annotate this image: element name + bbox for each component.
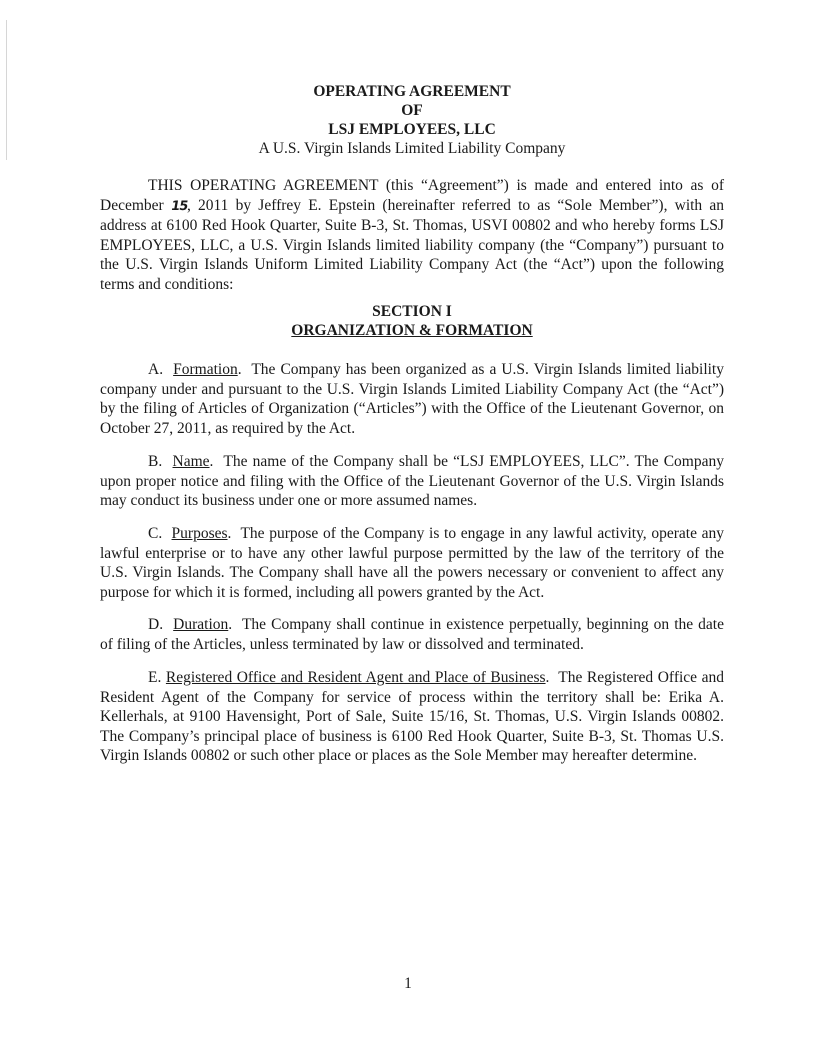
paragraph-text: The Company has been organized as a U.S. Virgin Islands limited liability company under and pursuant to the U.S. Virgin Islands Limited Liability Company Act (the “Act”) by the filing of Articles of Organization (“Articles”) with the Office of the Lieutenant Governor, on October 27, 2011, as required by the Act. (100, 361, 724, 437)
page-number: 1 (404, 975, 412, 992)
paragraph-text: The Company shall continue in existence perpetually, beginning on the date of filing of the Articles, unless terminated by law or dissolved and terminated. (100, 616, 724, 653)
title-line-3: LSJ EMPLOYEES, LLC (328, 121, 496, 138)
paragraph-duration: D. Duration. The Company shall continue in existence perpetually, beginning on the date of filing of the Articles, unless terminated by law or dissolved and terminated. (100, 616, 724, 653)
section-heading (100, 302, 724, 340)
paragraph-letter: E. (148, 669, 162, 686)
paragraph-formation: A. Formation. The Company has been organized as a U.S. Virgin Islands limited liability company under and pursuant to the U.S. Virgin Islands Limited Liability Company Act (the “Act”) by the filing of Articles of Organization (“Articles”) with the Office of the Lieutenant Governor, on October 27, 2011, as required by the Act. (100, 361, 724, 437)
subtitle: A U.S. Virgin Islands Limited Liability Company (258, 140, 566, 157)
paragraph-letter: B. (148, 453, 163, 470)
intro-paragraph (100, 176, 724, 294)
document-header (100, 82, 724, 158)
intro-text-start: THIS OPERATING AGREEMENT (this “Agreement”) is made and entered into as of December (100, 177, 724, 214)
section-number: SECTION I (372, 303, 452, 320)
paragraph-heading: Name (172, 453, 210, 470)
title-line-2: OF (401, 102, 423, 119)
paragraph-letter: D. (148, 616, 164, 633)
paragraph-name: B. Name. The name of the Company shall be “LSJ EMPLOYEES, LLC”. The Company upon proper notice and filing with the Office of the Lieutenant Governor of the U.S. Virgin Islands may conduct its business under one or more assumed names. (100, 453, 724, 509)
handwritten-day: 15 (169, 198, 189, 214)
intro-text-end: , 2011 by Jeffrey E. Epstein (hereinafter referred to as “Sole Member”), with an address at 6100 Red Hook Quarter, Suite B-3, St. Thomas, USVI 00802 and who hereby forms LSJ EMPLOYEES, LLC, a U.S. Virgin Islands limited liability company (the “Company”) pursuant to the U.S. Virgin Islands Uniform Limited Liability Company Act (the “Act”) upon the following terms and conditions: (100, 196, 724, 293)
paragraph-registered-office: E. Registered Office and Resident Agent and Place of Business. The Registered Office and Resident Agent of the Company for service of process within the territory shall be: Erika A. Kellerhals, at 9100 Havensight, Port of Sale, Suite 15/16, St. Thomas, U.S. Virgin Islands 00802. The Company’s principal place of business is 6100 Red Hook Quarter, Suite B-3, St. Thomas U.S. Virgin Islands 00802 or such other place or places as the Sole Member may hereafter determine. (100, 669, 724, 764)
paragraph-text: The Registered Office and Resident Agent of the Company for service of process within the territory shall be: Erika A. Kellerhals, at 9100 Havensight, Port of Sale, Suite 15/16, St. Thomas, U.S. Virgin Islands 00802. The Company’s principal place of business is 6100 Red Hook Quarter, Suite B-3, St. Thomas U.S. Virgin Islands 00802 or such other place or places as the Sole Member may hereafter determine. (100, 669, 724, 764)
paragraph-letter: C. (148, 525, 163, 542)
paragraph-heading: Duration (173, 616, 229, 633)
paragraph-heading: Purposes (171, 525, 228, 542)
paragraph-text: The name of the Company shall be “LSJ EMPLOYEES, LLC”. The Company upon proper notice and filing with the Office of the Lieutenant Governor of the U.S. Virgin Islands may conduct its business under one or more assumed names. (100, 453, 724, 509)
scan-edge-mark (6, 20, 7, 160)
paragraph-text: The purpose of the Company is to engage in any lawful activity, operate any lawful enterprise or to have any other lawful purpose permitted by the law of the territory of the U.S. Virgin Islands. The Company shall have all the powers necessary or convenient to affect any purpose for which it is formed, including all powers granted by the Act. (100, 525, 724, 601)
paragraph-heading: Formation (173, 361, 238, 378)
paragraph-purposes: C. Purposes. The purpose of the Company is to engage in any lawful activity, operate any lawful enterprise or to have any other lawful purpose permitted by the law of the territory of the U.S. Virgin Islands. The Company shall have all the powers necessary or convenient to affect any purpose for which it is formed, including all powers granted by the Act. (100, 525, 724, 601)
title-line-1: OPERATING AGREEMENT (313, 83, 511, 100)
paragraph-letter: A. (148, 361, 164, 378)
paragraph-heading: Registered Office and Resident Agent and Place of Business (165, 669, 546, 686)
section-title: ORGANIZATION & FORMATION (291, 322, 533, 339)
